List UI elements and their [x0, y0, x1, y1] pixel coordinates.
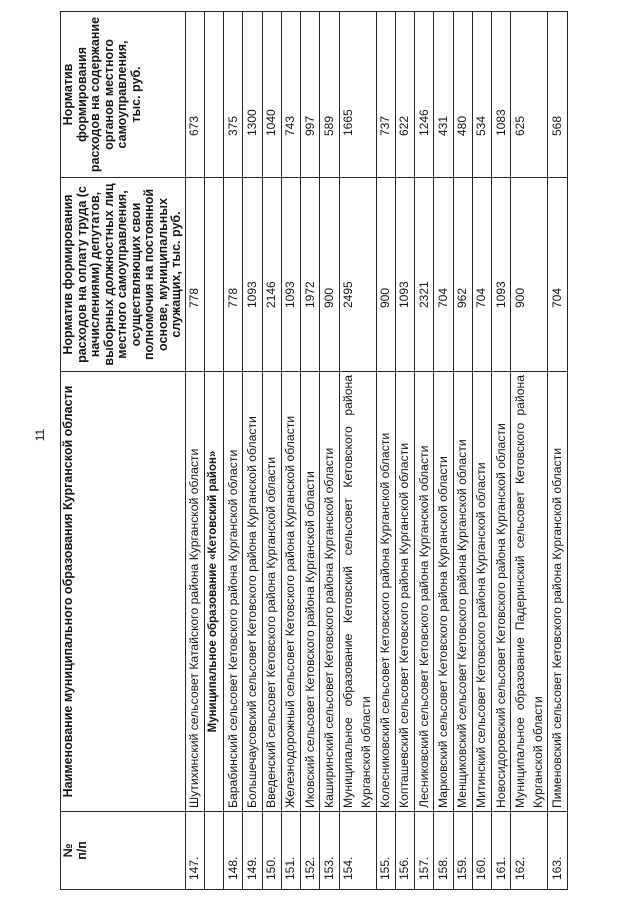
table-row [453, 12, 472, 890]
row-number: 159. [453, 812, 472, 890]
header-maintenance-line: самоуправления, [115, 40, 129, 149]
header-salary-line: осуществляющих свои [128, 202, 143, 347]
municipality-name [511, 372, 548, 812]
municipality-name: Марковский сельсовет Кетовского района Курганской области [434, 372, 453, 812]
row-number: 160. [472, 812, 491, 890]
municipality-name: Иковский сельсовет Кетовского района Курганской области [301, 372, 320, 812]
row-number: 152. [301, 812, 320, 890]
salary-norm-value: 1093 [243, 178, 262, 372]
municipality-name: Менщиковский сельсовет Кетовского района Курганской области [453, 372, 472, 812]
row-number: 148. [224, 812, 243, 890]
maintenance-norm-value: 1040 [262, 12, 281, 178]
maintenance-norm-value: 997 [301, 12, 320, 178]
salary-norm-value: 2146 [262, 178, 281, 372]
salary-norm-value: 1972 [301, 178, 320, 372]
empty-cell [204, 12, 223, 178]
municipality-name-line: Курганской области [530, 696, 545, 808]
maintenance-norm-value: 431 [434, 12, 453, 178]
maintenance-norm-value: 1665 [339, 12, 376, 178]
header-salary-line: местного самоуправления, [115, 190, 129, 359]
maintenance-norm-value: 480 [453, 12, 472, 178]
salary-norm-value: 704 [434, 178, 453, 372]
header-salary-line: выборных должностных лиц [101, 183, 116, 366]
header-maintenance-line: органов местного [101, 39, 116, 150]
header-maintenance-line: тыс. руб. [128, 66, 143, 123]
header-number-line: № [61, 843, 75, 858]
row-number: 155. [376, 812, 395, 890]
municipality-name: Железнодорожный сельсовет Кетовского района Курганской области [281, 372, 300, 812]
table-row [339, 12, 376, 890]
municipality-name-line: Муниципальное образование Падеринский сельсовет Кетовского района [512, 375, 527, 808]
salary-norm-value: 704 [548, 178, 567, 372]
row-number: 163. [548, 812, 567, 890]
row-number: 151. [281, 812, 300, 890]
salary-norm-value: 900 [320, 178, 339, 372]
municipality-name: Колесниковский сельсовет Кетовского района Курганской области [376, 372, 395, 812]
salary-norm-value: 1093 [395, 178, 414, 372]
table-row [492, 12, 511, 890]
row-number: 161. [492, 812, 511, 890]
salary-norm-value: 962 [453, 178, 472, 372]
header-salary-line: Норматив формирования [61, 194, 75, 355]
municipality-name: Шутихинский сельсовет Катайского района Курганской области [185, 372, 204, 812]
maintenance-norm-value: 375 [224, 12, 243, 178]
header-number [61, 812, 186, 890]
row-number: 156. [395, 812, 414, 890]
empty-cell [204, 178, 223, 372]
table-row [395, 12, 414, 890]
row-number: 149. [243, 812, 262, 890]
table-row [262, 12, 281, 890]
header-maintenance-norm [61, 12, 186, 178]
header-maintenance-line: формирования [74, 46, 89, 143]
maintenance-norm-value: 673 [185, 12, 204, 178]
table-row [376, 12, 395, 890]
municipality-name: Лесниковский сельсовет Кетовского района Курганской области [415, 372, 434, 812]
table-row [511, 12, 548, 890]
municipality-name: Большечаусовский сельсовет Кетовского района Курганской области [243, 372, 262, 812]
salary-norm-value: 1093 [281, 178, 300, 372]
header-number-line: п/п [74, 841, 89, 860]
header-salary-norm [61, 178, 186, 372]
table-row [301, 12, 320, 890]
table-row [224, 12, 243, 890]
maintenance-norm-value: 568 [548, 12, 567, 178]
header-salary-line: расходов на оплату труда (с [74, 186, 89, 363]
header-salary-line: начислениями) депутатов, [88, 191, 102, 358]
norms-table [60, 11, 568, 890]
municipality-name: Пименовский сельсовет Кетовского района Курганской области [548, 372, 567, 812]
maintenance-norm-value: 743 [281, 12, 300, 178]
municipality-name: Введенский сельсовет Кетовского района Курганской области [262, 372, 281, 812]
salary-norm-value: 900 [376, 178, 395, 372]
row-number: 162. [511, 812, 548, 890]
header-name [61, 372, 186, 812]
page-number: 11 [33, 428, 47, 442]
salary-norm-value: 1093 [492, 178, 511, 372]
salary-norm-value: 778 [224, 178, 243, 372]
maintenance-norm-value: 737 [376, 12, 395, 178]
table-row [281, 12, 300, 890]
table-row [320, 12, 339, 890]
municipality-name: Митинский сельсовет Кетовского района Курганской области [472, 372, 491, 812]
row-number: 154. [339, 812, 376, 890]
table-row [434, 12, 453, 890]
section-row [204, 12, 223, 890]
row-number: 147. [185, 812, 204, 890]
municipality-name: Барабинский сельсовет Кетовского района Курганской области [224, 372, 243, 812]
header-salary-line: полномочия на постоянной [142, 188, 156, 361]
municipality-name: Каширинский сельсовет Кетовского района Курганской области [320, 372, 339, 812]
table-row [243, 12, 262, 890]
table-header-row [61, 12, 186, 890]
table-row [548, 12, 567, 890]
table-row [415, 12, 434, 890]
maintenance-norm-value: 534 [472, 12, 491, 178]
maintenance-norm-value: 622 [395, 12, 414, 178]
header-maintenance-line: Норматив [61, 63, 75, 126]
table-row [472, 12, 491, 890]
table-row [185, 12, 204, 890]
maintenance-norm-value: 1083 [492, 12, 511, 178]
maintenance-norm-value: 625 [511, 12, 548, 178]
municipality-name: Копташевский сельсовет Кетовского района Курганской области [395, 372, 414, 812]
row-number: 158. [434, 812, 453, 890]
salary-norm-value: 900 [511, 178, 548, 372]
municipality-name: Новосидоровский сельсовет Кетовского района Курганской области [492, 372, 511, 812]
header-salary-line: основе, муниципальных [155, 198, 170, 351]
row-number: 150. [262, 812, 281, 890]
maintenance-norm-value: 589 [320, 12, 339, 178]
empty-cell [204, 812, 223, 890]
maintenance-norm-value: 1300 [243, 12, 262, 178]
salary-norm-value: 2495 [339, 178, 376, 372]
municipality-name-line: Муниципальное образование Кетовский сельсовет Кетовского района [341, 375, 355, 808]
row-number: 153. [320, 812, 339, 890]
municipality-name [339, 372, 376, 812]
salary-norm-value: 704 [472, 178, 491, 372]
salary-norm-value: 778 [185, 178, 204, 372]
header-maintenance-line: расходов на содержание [88, 16, 102, 173]
maintenance-norm-value: 1246 [415, 12, 434, 178]
header-salary-line: служащих, тыс. руб. [169, 211, 183, 338]
row-number: 157. [415, 812, 434, 890]
header-name-text: Наименование муниципального образования Курганской области [61, 385, 75, 798]
salary-norm-value: 2321 [415, 178, 434, 372]
district-section-heading: Муниципальное образование «Кетовский район» [204, 372, 223, 812]
municipality-name-line: Курганской области [358, 696, 373, 808]
